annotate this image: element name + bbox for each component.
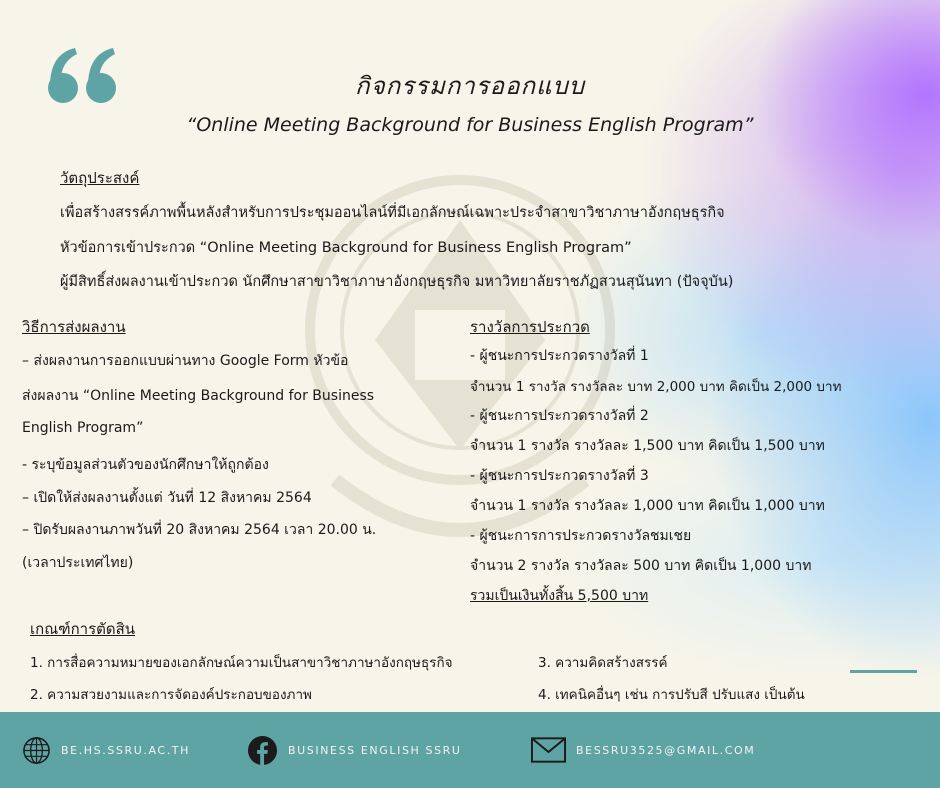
website-link[interactable]	[22, 712, 190, 788]
prize-line: จำนวน 1 รางวัล รางวัลละ 1,000 บาท คิดเป็น 1,000 บาท	[470, 498, 825, 514]
submission-line: (เวลาประเทศไทย)	[22, 555, 134, 571]
submission-line: – ส่งผลงานการออกแบบผ่านทาง Google Form หัวข้อ	[22, 353, 349, 369]
prizes-heading: รางวัลการประกวด	[470, 318, 590, 336]
mail-icon	[531, 737, 566, 763]
prize-line: - ผู้ชนะการการประกวดรางวัลชมเชย	[470, 528, 692, 544]
criteria-item: 4. เทคนิคอื่นๆ เช่น การปรับสี ปรับแสง เป็นต้น	[538, 687, 805, 703]
submission-line: – ปิดรับผลงานภาพวันที่ 20 สิงหาคม 2564 เวลา 20.00 น.	[22, 522, 377, 538]
facebook-icon	[247, 735, 278, 766]
criteria-item: 1. การสื่อความหมายของเอกลักษณ์ความเป็นสาขาวิชาภาษาอังกฤษธุรกิจ	[30, 655, 453, 671]
objective-line: เพื่อสร้างสรรค์ภาพพื้นหลังสำหรับการประชุมออนไลน์ที่มีเอกลักษณ์เฉพาะประจำสาขาวิชาภาษาอังกฤษธุรกิจ	[60, 205, 725, 221]
email-label: BESSRU3525@GMAIL.COM	[576, 743, 756, 757]
prize-line: จำนวน 1 รางวัล รางวัลละ บาท 2,000 บาท คิดเป็น 2,000 บาท	[470, 379, 842, 395]
submission-line: – เปิดให้ส่งผลงานตั้งแต่ วันที่ 12 สิงหาคม 2564	[22, 490, 312, 506]
eligibility-line: ผู้มีสิทธิ์ส่งผลงานเข้าประกวด นักศึกษาสาขาวิชาภาษาอังกฤษธุรกิจ มหาวิทยาลัยราชภัฏสวนสุนันทา (ปัจจุบัน)	[60, 274, 734, 290]
website-label: BE.HS.SSRU.AC.TH	[61, 743, 190, 757]
facebook-link[interactable]	[247, 712, 462, 788]
email-link[interactable]	[531, 712, 755, 788]
prize-line: - ผู้ชนะการประกวดรางวัลที่ 3	[470, 468, 649, 484]
criteria-heading: เกณฑ์การตัดสิน	[30, 620, 136, 638]
prize-line: จำนวน 1 รางวัล รางวัลละ 1,500 บาท คิดเป็น 1,500 บาท	[470, 438, 825, 454]
globe-icon	[22, 736, 51, 765]
prize-total: รวมเป็นเงินทั้งสิ้น 5,500 บาท	[470, 588, 649, 604]
submission-line: ส่งผลงาน “Online Meeting Background for Business	[22, 388, 375, 404]
page-title: กิจกรรมการออกแบบ	[355, 72, 585, 100]
submission-line: English Program”	[22, 420, 144, 436]
submission-line: - ระบุข้อมูลส่วนตัวของนักศึกษาให้ถูกต้อง	[22, 457, 269, 473]
footer-bar	[0, 712, 940, 788]
prize-line: - ผู้ชนะการประกวดรางวัลที่ 1	[470, 348, 649, 364]
criteria-item: 2. ความสวยงามและการจัดองค์ประกอบของภาพ	[30, 687, 312, 703]
decorative-divider	[850, 670, 917, 673]
submission-heading: วิธีการส่งผลงาน	[22, 318, 126, 336]
facebook-label: BUSINESS ENGLISH SSRU	[288, 743, 462, 757]
contest-subtitle: “Online Meeting Background for Business English Program”	[186, 114, 754, 136]
contest-topic-line: หัวข้อการเข้าประกวด “Online Meeting Background for Business English Program”	[60, 240, 632, 256]
criteria-item: 3. ความคิดสร้างสรรค์	[538, 655, 668, 671]
objective-heading: วัตถุประสงค์	[60, 169, 140, 187]
prize-line: - ผู้ชนะการประกวดรางวัลที่ 2	[470, 408, 649, 424]
prize-line: จำนวน 2 รางวัล รางวัลละ 500 บาท คิดเป็น 1,000 บาท	[470, 558, 812, 574]
